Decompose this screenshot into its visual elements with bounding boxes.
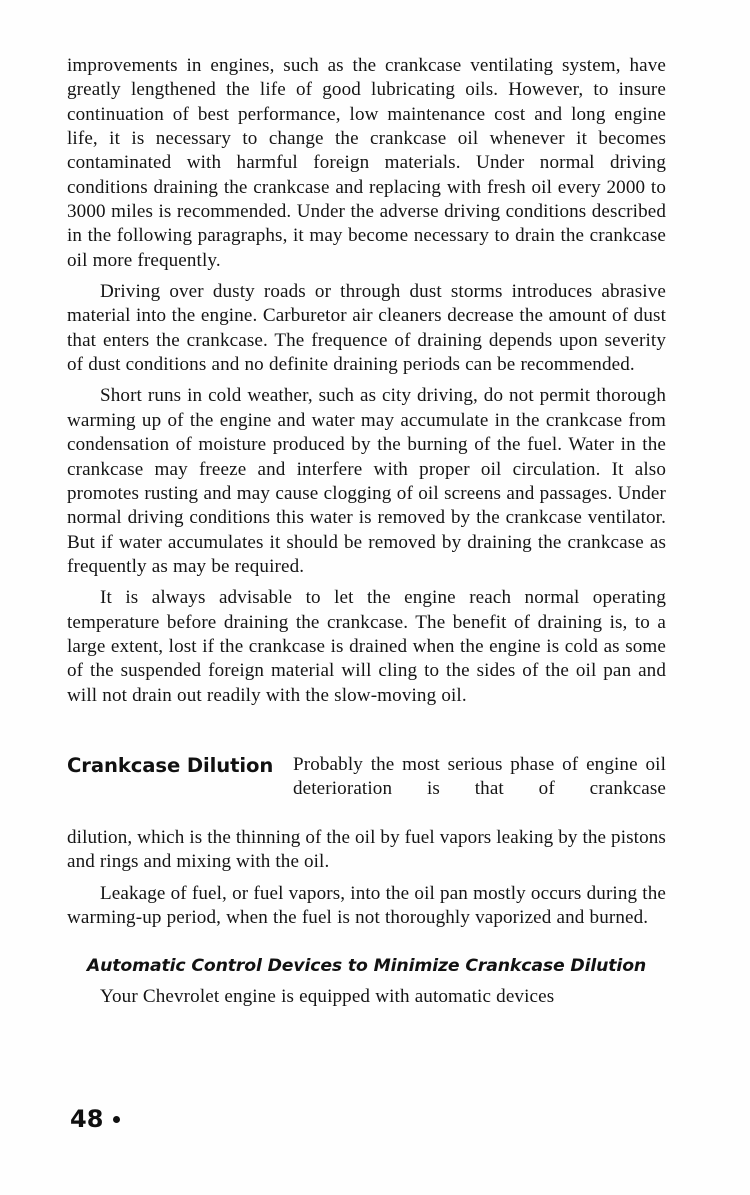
page-number-value: 48 xyxy=(70,1105,104,1133)
section-body-text: dilution, which is the thinning of the oil by fuel vapors leaking by the pistons and rings and mixing with the oil. xyxy=(67,826,666,873)
page-text-column xyxy=(67,54,666,1010)
paragraph-oil-change-intervals: improvements in engines, such as the crankcase ventilating system, have greatly lengthened the life of good lubricating oils. However, to insure continuation of best performance, low maintenance cost and long engine life, it is necessary to change the crankcase oil whenever it becomes contaminated with harmful foreign materials. Under normal driving conditions draining the crankcase and replacing with fresh oil every 2000 to 3000 miles is recommended. Under the adverse driving conditions described in the following paragraphs, it may become necessary to drain the crankcase oil more frequently. xyxy=(67,55,666,271)
section-heading-crankcase-dilution: Crankcase Dilution xyxy=(67,753,274,777)
paragraph-fuel-leakage: Leakage of fuel, or fuel vapors, into the oil pan mostly occurs during the warming-up period, when the fuel is not thoroughly vaporized and burned. xyxy=(67,882,666,928)
paragraph-cold-weather-short-runs: Short runs in cold weather, such as city driving, do not permit thorough warming up of the engine and water may accumulate in the crankcase from condensation of moisture produced by the burning of the fuel. Water in the crankcase may freeze and interfere with proper oil circulation. It also promotes rusting and may cause clogging of oil screens and passages. Under normal driving conditions this water is removed by the crankcase ventilator. But if water accumulates it should be removed by draining the crankcase as frequently as may be required. xyxy=(67,385,666,577)
paragraph-dusty-roads: Driving over dusty roads or through dust storms introduces abrasive material into the engine. Carburetor air cleaners decrease the amount of dust that enters the crankcase. The frequence of draining depends upon severity of dust conditions and no definite draining periods can be recommended. xyxy=(67,281,666,376)
paragraph-automatic-devices-intro: Your Chevrolet engine is equipped with automatic devices xyxy=(100,986,555,1008)
page-number xyxy=(70,1105,120,1133)
paragraph-operating-temperature: It is always advisable to let the engine reach normal operating temperature before draining the crankcase. The benefit of draining is, to a large extent, lost if the crankcase is drained when the engine is cold as some of the suspended foreign material will cling to the sides of the oil pan and will not drain out readily with the slow-moving oil. xyxy=(67,587,666,706)
subsection-heading-automatic-control-devices: Automatic Control Devices to Minimize Crankcase Dilution xyxy=(86,956,647,977)
section-crankcase-dilution xyxy=(67,753,666,875)
section-lead-text: Probably the most serious phase of engine oil deterioration is that of crankcase xyxy=(293,753,666,800)
bullet-dot-icon xyxy=(113,1116,120,1123)
